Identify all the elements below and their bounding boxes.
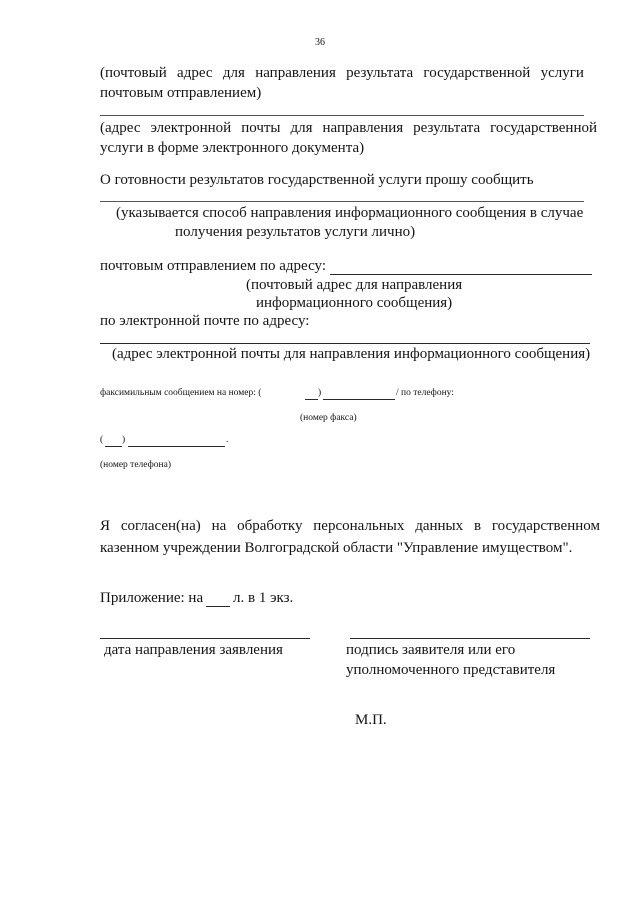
readiness-hint-line1: (указывается способ направления информационного сообщения в случае — [116, 205, 584, 221]
phone-code-input-line[interactable] — [105, 446, 122, 447]
word: направления — [255, 65, 336, 81]
date-input-line[interactable] — [100, 638, 310, 639]
postal-address-caption-line1 — [100, 66, 584, 81]
date-label: дата направления заявления — [104, 642, 283, 658]
word: на — [211, 518, 227, 534]
phone-number-hint: (номер телефона) — [100, 460, 171, 470]
fax-code-input-line[interactable] — [305, 399, 318, 400]
email-address-input-line[interactable] — [100, 115, 584, 116]
word: результата — [413, 120, 481, 136]
word: государственном — [491, 518, 600, 534]
word: государственной — [490, 120, 597, 136]
fax-phone-slash-label: / по телефону: — [396, 388, 454, 398]
page-number: 36 — [315, 37, 325, 48]
word: (адрес — [100, 120, 141, 136]
word: направления — [322, 120, 404, 136]
postal-notice-hint-line1: (почтовый адрес для направления — [246, 277, 463, 293]
attachment-pages-input-line[interactable] — [206, 606, 230, 607]
word: персональных — [313, 518, 405, 534]
postal-notice-input-line[interactable] — [330, 274, 592, 275]
postal-address-caption-line2: почтовым отправлением) — [100, 85, 262, 101]
phone-period: . — [226, 435, 229, 445]
consent-line2: казенном учреждении Волгоградской области "Управление имуществом". — [100, 540, 573, 556]
stamp-place-label: М.П. — [355, 712, 387, 728]
word: для — [290, 120, 313, 136]
fax-paren-close: ) — [318, 388, 322, 398]
consent-line1 — [100, 519, 600, 534]
email-notice-input-line[interactable] — [100, 343, 590, 344]
phone-number-input-line[interactable] — [128, 446, 225, 447]
email-address-caption-line1 — [100, 121, 597, 136]
word: согласен(на) — [120, 518, 201, 534]
phone-paren-close: ) — [122, 435, 126, 445]
word: для — [222, 65, 245, 81]
word: (почтовый — [100, 65, 167, 81]
fax-number-hint: (номер факса) — [300, 413, 357, 423]
email-notice-hint: (адрес электронной почты для направления информационного сообщения) — [112, 346, 591, 362]
word: в — [473, 518, 482, 534]
word: адрес — [177, 65, 213, 81]
notification-method-input-line[interactable] — [100, 201, 584, 202]
attachment-suffix: л. в 1 экз. — [233, 590, 294, 606]
word: услуги — [540, 65, 584, 81]
attachment-prefix: Приложение: на — [100, 590, 204, 606]
readiness-statement: О готовности результатов государственной услуги прошу сообщить — [100, 172, 534, 188]
postal-notice-hint-line2: информационного сообщения) — [256, 295, 453, 311]
word: обработку — [237, 518, 303, 534]
word: Я — [100, 518, 111, 534]
word: почты — [241, 120, 281, 136]
word: государственной — [423, 65, 531, 81]
email-address-caption-line2: услуги в форме электронного документа) — [100, 140, 365, 156]
word: электронной — [150, 120, 232, 136]
fax-label: факсимильным сообщением на номер: ( — [100, 388, 262, 398]
phone-paren-open: ( — [100, 435, 104, 445]
email-notice-label: по электронной почте по адресу: — [100, 313, 310, 329]
readiness-hint-line2: получения результатов услуги лично) — [175, 224, 416, 240]
fax-number-input-line[interactable] — [323, 399, 395, 400]
word: данных — [415, 518, 464, 534]
signature-label-line2: уполномоченного представителя — [346, 662, 556, 678]
signature-label-line1: подпись заявителя или его — [346, 642, 516, 658]
word: результата — [346, 65, 414, 81]
signature-input-line[interactable] — [350, 638, 590, 639]
postal-notice-label: почтовым отправлением по адресу: — [100, 258, 326, 274]
